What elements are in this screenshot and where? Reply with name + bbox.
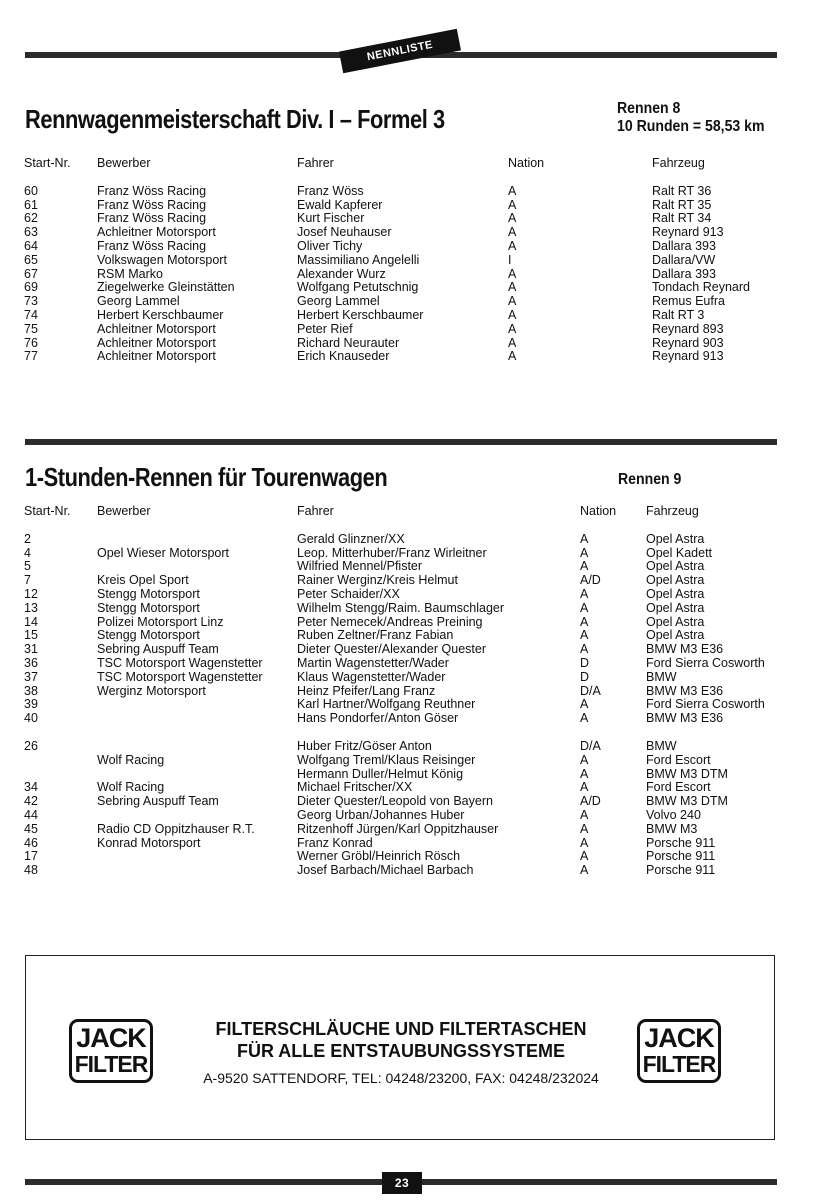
cell-bewerber: Wolf Racing: [97, 781, 165, 795]
cell-fahrer: Peter Nemecek/Andreas Preining: [297, 615, 483, 629]
jack-filter-logo-right: JACK FILTER: [637, 1019, 721, 1083]
cell-nation: A: [580, 532, 589, 546]
cell-nation: A: [508, 226, 517, 240]
cell-nation: A: [508, 184, 517, 198]
table-row: [24, 795, 784, 809]
cell-fahrer: Massimiliano Angelelli: [297, 253, 420, 267]
cell-nation: A/D: [580, 795, 601, 809]
cell-start-nr: 14: [24, 615, 38, 629]
table-row: [24, 212, 764, 226]
cell-start-nr: 5: [24, 560, 31, 574]
cell-start-nr: 45: [24, 822, 38, 836]
cell-fahrzeug: Opel Astra: [646, 601, 705, 615]
cell-start-nr: 13: [24, 601, 38, 615]
table-row: [24, 809, 784, 823]
cell-fahrzeug: BMW M3 E36: [646, 684, 724, 698]
table-row: [24, 199, 764, 213]
cell-nation: I: [508, 253, 512, 267]
table-row: [24, 588, 784, 602]
cell-fahrer: Peter Schaider/XX: [297, 587, 400, 601]
cell-bewerber: Stengg Motorsport: [97, 629, 200, 643]
cell-fahrer: Wolfgang Petutschnig: [297, 281, 419, 295]
cell-fahrer: Peter Rief: [297, 322, 353, 336]
cell-fahrer: Herbert Kerschbaumer: [297, 308, 424, 322]
cell-fahrzeug: Dallara 393: [652, 267, 716, 281]
table-row: [24, 616, 784, 630]
table-row: [24, 337, 764, 351]
cell-nation: A/D: [580, 574, 601, 588]
cell-start-nr: 44: [24, 808, 38, 822]
cell-fahrer: Martin Wagenstetter/Wader: [297, 656, 449, 670]
table-row: [24, 226, 764, 240]
table-row: [24, 185, 764, 199]
table-row: [24, 281, 764, 295]
cell-bewerber: Achleitner Motorsport: [97, 336, 216, 350]
cell-fahrzeug: Opel Astra: [646, 615, 705, 629]
cell-start-nr: 63: [24, 226, 38, 240]
middle-rule: [25, 439, 777, 445]
table-row: [24, 698, 784, 712]
table-row: [24, 768, 784, 782]
cell-fahrzeug: Ford Escort: [646, 781, 711, 795]
cell-fahrzeug: Ralt RT 34: [652, 212, 712, 226]
cell-start-nr: 17: [24, 850, 38, 864]
cell-fahrer: Werner Gröbl/Heinrich Rösch: [297, 850, 461, 864]
cell-fahrzeug: BMW M3: [646, 822, 698, 836]
section1-table: [24, 157, 764, 364]
table-row: [24, 323, 764, 337]
cell-fahrer: Oliver Tichy: [297, 239, 363, 253]
section2-table: [24, 505, 784, 878]
cell-nation: A: [508, 281, 517, 295]
cell-fahrer: Franz Konrad: [297, 836, 373, 850]
cell-bewerber: Franz Wöss Racing: [97, 239, 207, 253]
cell-fahrer: Alexander Wurz: [297, 267, 386, 281]
cell-start-nr: 4: [24, 546, 31, 560]
cell-bewerber: Volkswagen Motorsport: [97, 253, 227, 267]
cell-bewerber: [97, 768, 297, 782]
cell-bewerber: [97, 850, 297, 864]
cell-bewerber: Opel Wieser Motorsport: [97, 546, 229, 560]
table-row: [24, 350, 764, 364]
cell-start-nr: 2: [24, 532, 31, 546]
cell-fahrzeug: Dallara/VW: [652, 253, 716, 267]
cell-fahrer: Huber Fritz/Göser Anton: [297, 739, 432, 753]
cell-fahrzeug: BMW: [646, 670, 677, 684]
cell-start-nr: 38: [24, 684, 38, 698]
cell-bewerber: [97, 560, 297, 574]
cell-nation: A: [508, 239, 517, 253]
table-row: [24, 740, 784, 754]
table-row: [24, 547, 784, 561]
cell-fahrer: Leop. Mitterhuber/Franz Wirleitner: [297, 546, 487, 560]
cell-bewerber: [97, 809, 297, 823]
cell-fahrer: Rainer Werginz/Kreis Helmut: [297, 574, 458, 588]
ad-contact: A-9520 SATTENDORF, TEL: 04248/23200, FAX: 04248/232024: [203, 1070, 599, 1086]
cell-start-nr: 37: [24, 670, 38, 684]
cell-fahrzeug: BMW M3 E36: [646, 643, 724, 657]
cell-fahrer: Hans Pondorfer/Anton Göser: [297, 712, 459, 726]
cell-bewerber: Sebring Auspuff Team: [97, 795, 219, 809]
col-bewerber: Bewerber: [97, 505, 151, 518]
cell-nation: A: [580, 698, 589, 712]
cell-fahrzeug: BMW M3 DTM: [646, 795, 728, 809]
cell-nation: A: [580, 781, 589, 795]
cell-bewerber: RSM Marko: [97, 267, 163, 281]
cell-start-nr: 62: [24, 212, 38, 226]
section2-rows: [24, 533, 784, 878]
cell-nation: A: [580, 601, 589, 615]
cell-fahrzeug: Opel Kadett: [646, 546, 713, 560]
table-row: [24, 268, 764, 282]
cell-bewerber: Stengg Motorsport: [97, 587, 200, 601]
cell-nation: D: [580, 670, 590, 684]
cell-fahrzeug: Volvo 240: [646, 808, 701, 822]
table-header: [24, 505, 784, 533]
section2-title: 1-Stunden-Rennen für Tourenwagen: [25, 462, 388, 492]
table-row: [24, 850, 784, 864]
cell-start-nr: 15: [24, 629, 38, 643]
cell-bewerber: [97, 740, 297, 754]
cell-bewerber: Ziegelwerke Gleinstätten: [97, 281, 235, 295]
cell-nation: A: [580, 560, 589, 574]
cell-start-nr: [24, 754, 97, 768]
cell-fahrzeug: Ralt RT 36: [652, 184, 712, 198]
cell-fahrer: Wilhelm Stengg/Raim. Baumschlager: [297, 601, 505, 615]
cell-fahrzeug: Tondach Reynard: [652, 281, 750, 295]
cell-fahrer: Karl Hartner/Wolfgang Reuthner: [297, 698, 476, 712]
cell-start-nr: 64: [24, 239, 38, 253]
col-fahrzeug: Fahrzeug: [652, 157, 705, 170]
cell-start-nr: 67: [24, 267, 38, 281]
cell-nation: A: [508, 267, 517, 281]
table-row: [24, 574, 784, 588]
cell-fahrzeug: Reynard 893: [652, 322, 724, 336]
table-row: [24, 754, 784, 768]
cell-nation: A: [580, 850, 589, 864]
table-row: [24, 657, 784, 671]
cell-bewerber: [97, 698, 297, 712]
cell-fahrzeug: Porsche 911: [646, 836, 716, 850]
table-row: [24, 295, 764, 309]
cell-fahrer: Dieter Quester/Leopold von Bayern: [297, 795, 493, 809]
cell-start-nr: 73: [24, 295, 38, 309]
col-start-nr: Start-Nr.: [24, 157, 71, 170]
cell-fahrer: Michael Fritscher/XX: [297, 781, 413, 795]
cell-start-nr: 75: [24, 322, 38, 336]
cell-fahrzeug: BMW M3 DTM: [646, 767, 728, 781]
cell-bewerber: Radio CD Oppitzhauser R.T.: [97, 822, 255, 836]
cell-fahrer: Ruben Zeltner/Franz Fabian: [297, 629, 454, 643]
col-fahrer: Fahrer: [297, 157, 334, 170]
cell-fahrzeug: Ralt RT 3: [652, 308, 705, 322]
section1-race: Rennen 8: [617, 100, 681, 117]
cell-bewerber: Achleitner Motorsport: [97, 322, 216, 336]
table-row: [24, 533, 784, 547]
table-row: [24, 685, 784, 699]
col-nation: Nation: [580, 505, 617, 518]
cell-fahrzeug: Porsche 911: [646, 864, 716, 878]
cell-start-nr: 48: [24, 864, 38, 878]
section1-distance: 10 Runden = 58,53 km: [617, 118, 765, 135]
cell-fahrer: Erich Knauseder: [297, 350, 390, 364]
cell-nation: A: [508, 308, 517, 322]
cell-nation: A: [508, 322, 517, 336]
cell-nation: A: [580, 629, 589, 643]
cell-fahrer: Josef Barbach/Michael Barbach: [297, 864, 474, 878]
cell-start-nr: 77: [24, 350, 38, 364]
cell-bewerber: Herbert Kerschbaumer: [97, 308, 224, 322]
section2-race: Rennen 9: [618, 471, 682, 488]
cell-fahrzeug: Porsche 911: [646, 850, 716, 864]
cell-start-nr: 60: [24, 184, 38, 198]
cell-start-nr: 65: [24, 253, 38, 267]
cell-bewerber: Sebring Auspuff Team: [97, 643, 219, 657]
cell-fahrer: Ritzenhoff Jürgen/Karl Oppitzhauser: [297, 822, 499, 836]
cell-nation: A: [508, 212, 517, 226]
cell-bewerber: [97, 864, 297, 878]
section1-title: Rennwagenmeisterschaft Div. I – Formel 3: [25, 104, 445, 134]
cell-start-nr: 39: [24, 698, 38, 712]
ad-headline-2: FÜR ALLE ENTSTAUBUNGSSYSTEME: [236, 1041, 565, 1061]
cell-bewerber: Achleitner Motorsport: [97, 226, 216, 240]
cell-fahrzeug: Opel Astra: [646, 574, 705, 588]
cell-nation: A: [580, 615, 589, 629]
cell-bewerber: [97, 533, 297, 547]
table-row: [24, 823, 784, 837]
cell-fahrer: Heinz Pfeifer/Lang Franz: [297, 684, 436, 698]
cell-nation: A: [580, 587, 589, 601]
col-start-nr: Start-Nr.: [24, 505, 71, 518]
cell-start-nr: 76: [24, 336, 38, 350]
cell-fahrer: Franz Wöss: [297, 184, 364, 198]
group-spacer: [24, 726, 784, 740]
cell-fahrer: Wilfried Mennel/Pfister: [297, 560, 423, 574]
cell-bewerber: Franz Wöss Racing: [97, 212, 207, 226]
cell-fahrer: Richard Neurauter: [297, 336, 400, 350]
cell-nation: A: [580, 767, 589, 781]
cell-fahrer: Klaus Wagenstetter/Wader: [297, 670, 446, 684]
cell-fahrzeug: BMW M3 E36: [646, 712, 724, 726]
cell-fahrzeug: Reynard 913: [652, 226, 724, 240]
nennliste-tab: NENNLISTE: [339, 29, 461, 73]
cell-nation: A: [508, 198, 517, 212]
cell-fahrer: Hermann Duller/Helmut König: [297, 767, 464, 781]
cell-bewerber: TSC Motorsport Wagenstetter: [97, 656, 263, 670]
section1-rows: [24, 185, 764, 364]
page-number: 23: [382, 1172, 422, 1194]
cell-fahrer: Gerald Glinzner/XX: [297, 532, 405, 546]
cell-nation: A: [580, 712, 589, 726]
cell-bewerber: Stengg Motorsport: [97, 601, 200, 615]
section1-race-info: [617, 100, 765, 136]
table-row: [24, 643, 784, 657]
cell-fahrzeug: Opel Astra: [646, 629, 705, 643]
cell-bewerber: Kreis Opel Sport: [97, 574, 189, 588]
table-row: [24, 560, 784, 574]
cell-start-nr: 26: [24, 739, 38, 753]
cell-fahrer: Wolfgang Treml/Klaus Reisinger: [297, 753, 476, 767]
cell-fahrzeug: Dallara 393: [652, 239, 716, 253]
cell-nation: D: [580, 656, 590, 670]
cell-start-nr: 61: [24, 198, 38, 212]
cell-fahrzeug: Ford Sierra Cosworth: [646, 656, 765, 670]
cell-nation: A: [508, 336, 517, 350]
cell-fahrzeug: Opel Astra: [646, 532, 705, 546]
cell-nation: A: [580, 864, 589, 878]
cell-bewerber: Franz Wöss Racing: [97, 198, 207, 212]
cell-fahrer: Josef Neuhauser: [297, 226, 392, 240]
cell-start-nr: 34: [24, 781, 38, 795]
cell-fahrzeug: BMW: [646, 739, 677, 753]
ad-headline-1: FILTERSCHLÄUCHE UND FILTERTASCHEN: [215, 1019, 587, 1039]
cell-start-nr: 69: [24, 281, 38, 295]
cell-fahrzeug: Ralt RT 35: [652, 198, 712, 212]
cell-start-nr: 46: [24, 836, 38, 850]
cell-fahrer: Ewald Kapferer: [297, 198, 383, 212]
table-row: [24, 602, 784, 616]
cell-nation: A: [580, 822, 589, 836]
table-row: [24, 240, 764, 254]
cell-start-nr: 40: [24, 712, 38, 726]
cell-bewerber: TSC Motorsport Wagenstetter: [97, 670, 263, 684]
cell-nation: A: [580, 753, 589, 767]
cell-start-nr: 36: [24, 656, 38, 670]
jack-filter-logo-left: JACK FILTER: [69, 1019, 153, 1083]
cell-fahrzeug: Reynard 903: [652, 336, 724, 350]
cell-nation: A: [580, 836, 589, 850]
cell-start-nr: 74: [24, 308, 38, 322]
cell-start-nr: 7: [24, 574, 31, 588]
table-row: [24, 254, 764, 268]
cell-bewerber: [97, 712, 297, 726]
col-fahrzeug: Fahrzeug: [646, 505, 699, 518]
table-row: [24, 781, 784, 795]
col-fahrer: Fahrer: [297, 505, 334, 518]
cell-bewerber: Georg Lammel: [97, 295, 180, 309]
table-row: [24, 712, 784, 726]
cell-fahrer: Georg Lammel: [297, 295, 380, 309]
cell-fahrer: Dieter Quester/Alexander Quester: [297, 643, 486, 657]
cell-nation: A: [508, 350, 517, 364]
table-row: [24, 837, 784, 851]
cell-start-nr: 42: [24, 795, 38, 809]
cell-start-nr: 31: [24, 643, 38, 657]
table-row: [24, 671, 784, 685]
cell-fahrzeug: Remus Eufra: [652, 295, 725, 309]
table-row: [24, 309, 764, 323]
cell-bewerber: Franz Wöss Racing: [97, 184, 207, 198]
cell-fahrzeug: Ford Escort: [646, 753, 711, 767]
cell-nation: A: [508, 295, 517, 309]
cell-bewerber: Werginz Motorsport: [97, 684, 206, 698]
cell-fahrzeug: Ford Sierra Cosworth: [646, 698, 765, 712]
cell-nation: A: [580, 808, 589, 822]
table-row: [24, 864, 784, 878]
cell-nation: D/A: [580, 684, 601, 698]
cell-fahrer: Georg Urban/Johannes Huber: [297, 808, 465, 822]
jack-filter-advertisement: [25, 955, 775, 1140]
table-header: [24, 157, 764, 185]
cell-fahrzeug: Opel Astra: [646, 587, 705, 601]
cell-fahrzeug: Reynard 913: [652, 350, 724, 364]
cell-fahrer: Kurt Fischer: [297, 212, 365, 226]
cell-start-nr: 12: [24, 587, 38, 601]
col-bewerber: Bewerber: [97, 157, 151, 170]
cell-start-nr: [24, 768, 97, 782]
cell-nation: D/A: [580, 739, 601, 753]
cell-bewerber: Konrad Motorsport: [97, 836, 201, 850]
cell-nation: A: [580, 546, 589, 560]
cell-bewerber: Wolf Racing: [97, 753, 165, 767]
cell-nation: A: [580, 643, 589, 657]
cell-bewerber: Polizei Motorsport Linz: [97, 615, 224, 629]
cell-fahrzeug: Opel Astra: [646, 560, 705, 574]
col-nation: Nation: [508, 157, 545, 170]
table-row: [24, 629, 784, 643]
cell-bewerber: Achleitner Motorsport: [97, 350, 216, 364]
